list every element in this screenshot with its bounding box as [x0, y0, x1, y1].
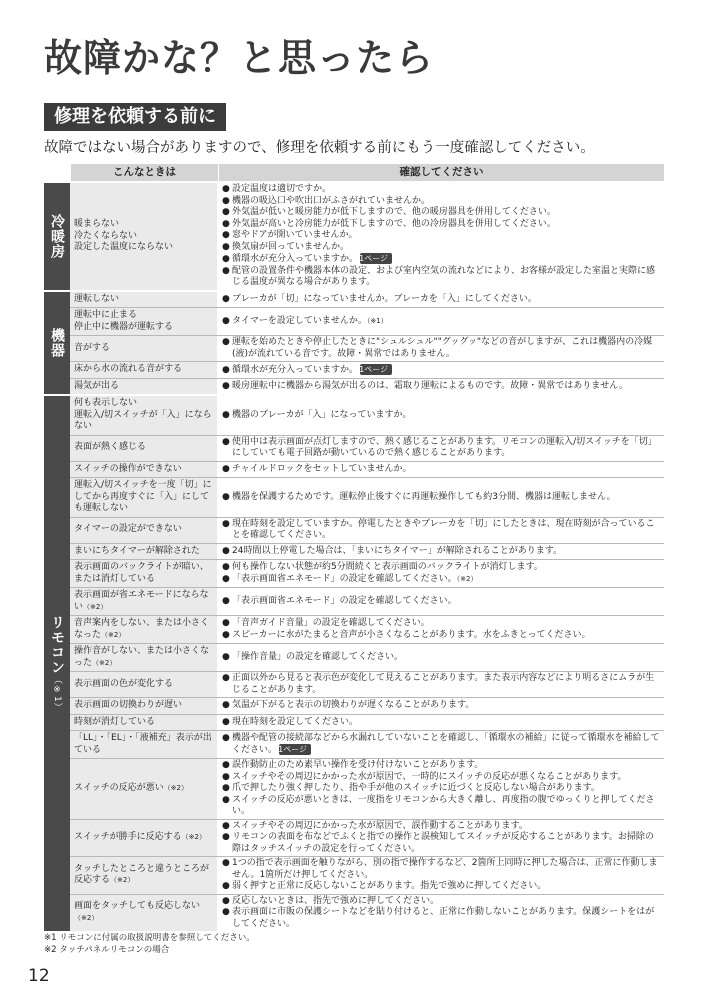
check-item: ● 循環水が充分入っていますか。11ページ — [222, 253, 660, 266]
case-cell: 表示画面が省エネモードにならない（※2） — [70, 588, 218, 615]
page-number: 12 — [28, 966, 50, 986]
table-row — [70, 362, 664, 379]
check-item: ● 「音声ガイド音量」の設定を確認してください。 — [222, 618, 660, 630]
check-cell — [218, 644, 664, 671]
table-row — [70, 715, 664, 732]
check-item: ● 気温が下がると表示の切換わりが遅くなることがあります。 — [222, 700, 660, 712]
case-cell: 湯気が出る — [70, 379, 218, 395]
case-cell: 音声案内をしない、または小さくなった（※2） — [70, 616, 218, 643]
footnote: ※1 リモコンに付属の取扱説明書を参照してください。 — [44, 933, 255, 943]
check-cell — [218, 379, 664, 395]
page-title: 故障かな？と思ったら — [44, 36, 435, 80]
table-header — [44, 164, 664, 181]
check-item: ● 機器を保護するためです。運転停止後すぐに再運転操作しても約3分間、機器は運転しません。 — [222, 492, 660, 504]
table-row — [70, 820, 664, 858]
table-row — [70, 436, 664, 462]
check-cell — [218, 759, 664, 819]
check-item: ● 換気扇が回っていませんか。 — [222, 242, 660, 254]
table-row — [70, 616, 664, 644]
check-item: ● 外気温が低いと暖房能力が低下しますので、他の暖房器具を併用してください。 — [222, 207, 660, 219]
case-cell: 表示画面の切換わりが遅い — [70, 698, 218, 714]
check-cell — [218, 396, 664, 435]
table-row — [70, 396, 664, 436]
check-cell — [218, 462, 664, 478]
case-cell: 床から水の流れる音がする — [70, 362, 218, 378]
check-item: ● 循環水が充分入っていますか。11ページ — [222, 364, 660, 377]
check-cell — [218, 715, 664, 731]
table-group — [44, 183, 664, 290]
check-item: ● 弱く押すと正常に反応しないことがあります。指先で強めに押してください。 — [222, 881, 660, 893]
header-check: 確認してください — [218, 164, 664, 181]
case-cell: タッチしたところと違うところが反応する（※2） — [70, 857, 218, 894]
table-row — [70, 588, 664, 616]
page-ref-badge: 11ページ — [360, 364, 392, 375]
check-cell — [218, 436, 664, 461]
table-row — [70, 462, 664, 479]
table-row — [70, 895, 664, 932]
table-row — [70, 292, 664, 309]
check-item: ● 現在時刻を設定してください。 — [222, 717, 660, 729]
table-row — [70, 698, 664, 715]
case-cell: 表示画面のバックライトが暗い、または消灯している — [70, 560, 218, 587]
table-row — [70, 308, 664, 336]
check-item: ● 設定温度は適切ですか。 — [222, 184, 660, 196]
check-item: ● スイッチやその周辺にかかった水が原因で、誤作動することがあります。 — [222, 821, 660, 833]
check-cell — [218, 544, 664, 560]
check-item: ● 「表示画面省エネモード」の設定を確認してください。（※2） — [222, 574, 660, 586]
check-item: ● 24時間以上停電した場合は、「まいにちタイマー」が解除されることがあります。 — [222, 546, 660, 558]
check-cell — [218, 588, 664, 615]
case-cell: 暖まらない 冷たくならない 設定した温度にならない — [70, 183, 218, 290]
table-group — [44, 396, 664, 931]
table-group — [44, 292, 664, 395]
check-item: ● 現在時刻を設定していますか。停電したときやブレーカを「切」にしたときは、現在時刻が合っていることを確認してください。 — [222, 519, 660, 542]
table-row — [70, 336, 664, 362]
check-item: ● スピーカーに水がたまると音声が小さくなることがあります。水をふきとってください。 — [222, 630, 660, 642]
footnotes — [44, 932, 255, 956]
case-cell: 何も表示しない 運転入/切スイッチが「入」にならない — [70, 396, 218, 435]
check-item: ● ブレーカが「切」になっていませんか。ブレーカを「入」にしてください。 — [222, 294, 660, 306]
case-cell: 表面が熱く感じる — [70, 436, 218, 461]
page-ref-badge: 11ページ — [360, 253, 392, 264]
case-cell: 画面をタッチしても反応しない（※2） — [70, 895, 218, 932]
check-cell — [218, 362, 664, 378]
group-label: リモコン（※1） — [44, 396, 70, 931]
check-cell — [218, 895, 664, 932]
check-item: ● 使用中は表示画面が点灯しますので、熱く感じることがあります。リモコンの運転入/切スイッチを「切」にしていても電子回路が動いているので熱く感じることがあります。 — [222, 437, 660, 460]
check-cell — [218, 731, 664, 758]
check-item: ● チャイルドロックをセットしていませんか。 — [222, 464, 660, 476]
table-row — [70, 478, 664, 518]
table-row — [70, 560, 664, 588]
case-cell: 運転入/切スイッチを一度「切」にしてから再度すぐに「入」にしても運転しない — [70, 478, 218, 517]
table-row — [70, 379, 664, 395]
case-cell: 時刻が消灯している — [70, 715, 218, 731]
case-cell: 表示画面の色が変化する — [70, 672, 218, 697]
check-item: ● 表示画面に市販の保護シートなどを貼り付けると、正常に作動しないことがあります。保護シートをはがしてください。 — [222, 907, 660, 930]
case-cell: まいにちタイマーが解除された — [70, 544, 218, 560]
check-item: ● 機器や配管の接続部などから水漏れしていないことを確認し、「循環水の補給」に従って循環水を補給してください。11ページ — [222, 733, 660, 757]
check-item: ● 爪で押したり強く押したり、指や手が他のスイッチに近づくと反応しない場合があります。 — [222, 783, 660, 795]
check-item: ● 誤作動防止のため素早い操作を受け付けないことがあります。 — [222, 760, 660, 772]
check-item: ● スイッチやその周辺にかかった水が原因で、一時的にスイッチの反応が悪くなることがあります。 — [222, 772, 660, 784]
table-row — [70, 544, 664, 561]
table-row — [70, 759, 664, 820]
table-row — [70, 518, 664, 544]
check-cell — [218, 292, 664, 308]
group-label: 冷暖房 — [44, 183, 70, 290]
case-cell: スイッチが勝手に反応する（※2） — [70, 820, 218, 857]
case-cell: 操作音がしない、または小さくなった（※2） — [70, 644, 218, 671]
check-item: ● 機器のブレーカが「入」になっていますか。 — [222, 410, 660, 422]
check-cell — [218, 857, 664, 894]
case-cell: 音がする — [70, 336, 218, 361]
group-label: 機器 — [44, 292, 70, 395]
check-cell — [218, 616, 664, 643]
case-cell: スイッチの反応が悪い（※2） — [70, 759, 218, 819]
table-row — [70, 857, 664, 895]
check-item: ● 何も操作しない状態が約5分間続くと表示画面のバックライトが消灯します。 — [222, 562, 660, 574]
check-item: ● 運転を始めたときや停止したときに"シュルシュル""グッグッ"などの音がしますが、これは機器内の冷媒(液)が流れている音です。故障・異常ではありません。 — [222, 337, 660, 360]
case-cell: スイッチの操作ができない — [70, 462, 218, 478]
check-cell — [218, 518, 664, 543]
table-row — [70, 183, 664, 290]
check-item: ● 正面以外から見ると表示色が変化して見えることがあります。また表示内容などにより明るさにムラが生じることがあります。 — [222, 673, 660, 696]
check-cell — [218, 183, 664, 290]
check-item: ● リモコンの表面を布などでふくと指での操作と誤検知してスイッチが反応することがあります。お掃除の際はタッチスイッチの設定を行ってください。 — [222, 832, 660, 855]
intro-text: 故障ではない場合がありますので、修理を依頼する前にもう一度確認してください。 — [44, 140, 595, 156]
check-item: ● 暖房運転中に機器から湯気が出るのは、霜取り運転によるものです。故障・異常ではありません。 — [222, 381, 660, 393]
check-item: ● 「表示画面省エネモード」の設定を確認してください。 — [222, 596, 660, 608]
check-cell — [218, 308, 664, 335]
check-item: ● スイッチの反応が悪いときは、一度指をリモコンから大きく離し、再度指の腹でゆっくりと押してください。 — [222, 795, 660, 818]
case-cell: 運転しない — [70, 292, 218, 308]
check-cell — [218, 672, 664, 697]
page-ref-badge: 11ページ — [279, 744, 311, 755]
check-item: ● 「操作音量」の設定を確認してください。 — [222, 652, 660, 664]
table-row — [70, 731, 664, 759]
check-cell — [218, 336, 664, 361]
check-cell — [218, 478, 664, 517]
case-cell: タイマーの設定ができない — [70, 518, 218, 543]
check-cell — [218, 560, 664, 587]
check-cell — [218, 698, 664, 714]
check-item: ● 配管の設置条件や機器本体の設定、および室内空気の流れなどにより、お客様が設定した室温と実際に感じる温度が異なる場合があります。 — [222, 266, 660, 289]
check-item: ● 反応しないときは、指先で強めに押してください。 — [222, 896, 660, 908]
check-item: ● 窓やドアが開いていませんか。 — [222, 230, 660, 242]
check-cell — [218, 820, 664, 857]
check-item: ● タイマーを設定していませんか。（※1） — [222, 316, 660, 328]
section-heading: 修理を依頼する前に — [44, 103, 226, 131]
case-cell: 「LL」・「EL」・「液補充」表示が出ている — [70, 731, 218, 758]
check-item: ● 機器の吸込口や吹出口がふさがれていませんか。 — [222, 196, 660, 208]
check-item: ● 1つの指で表示画面を触りながら、別の指で操作するなど、2箇所上同時に押した場合は、正常に作動しません。1箇所だけ押してください。 — [222, 858, 660, 881]
footnote: ※2 タッチパネルリモコンの場合 — [44, 945, 170, 955]
case-cell: 運転中に止まる 停止中に機器が運転する — [70, 308, 218, 335]
check-item: ● 外気温が高いと冷房能力が低下しますので、他の冷房器具を併用してください。 — [222, 219, 660, 231]
header-case: こんなときは — [70, 164, 218, 181]
table-row — [70, 672, 664, 698]
troubleshooting-table — [44, 164, 664, 931]
table-row — [70, 644, 664, 672]
